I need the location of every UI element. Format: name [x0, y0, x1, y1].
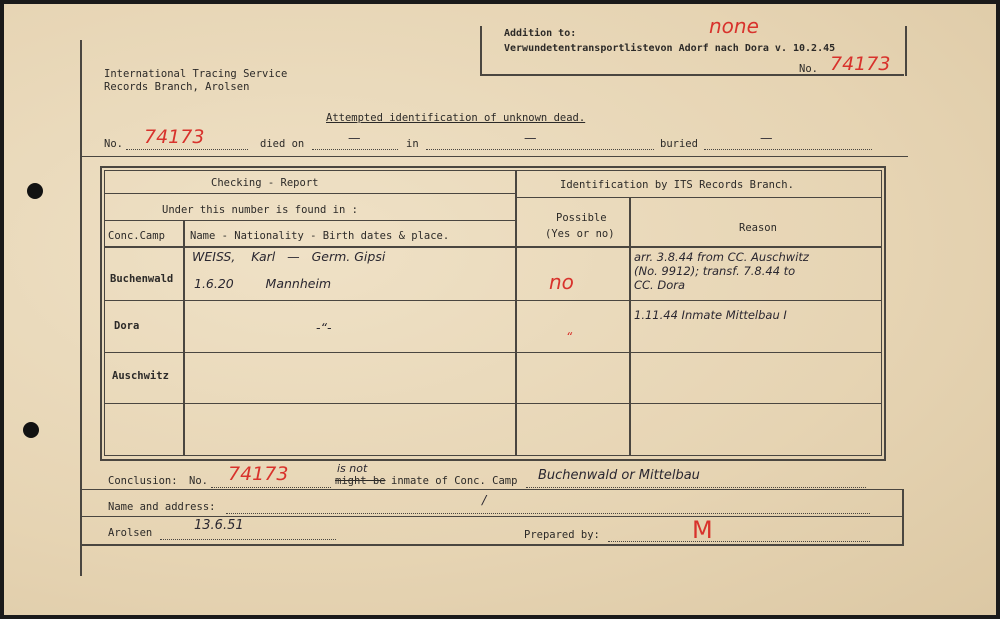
row2-name: -“- — [316, 320, 332, 335]
table-inner-right — [881, 170, 882, 455]
table-main-divider — [515, 170, 517, 455]
row3-camp: Auschwitz — [112, 370, 169, 382]
table-line-ident — [515, 197, 882, 198]
buried-label: buried — [660, 138, 698, 150]
row2-camp: Dora — [114, 320, 140, 332]
name-address-label: Name and address: — [108, 501, 216, 513]
index-card — [4, 4, 996, 615]
table-line-row1 — [104, 300, 882, 301]
row2-possible: “ — [566, 330, 573, 344]
identity-no-dots — [126, 149, 248, 150]
office-line-2: Records Branch, Arolsen — [104, 81, 250, 93]
died-dots — [312, 149, 398, 150]
name-address-value: / — [482, 492, 487, 507]
conclusion-no-label: No. — [189, 475, 208, 487]
row1-reason-line3: CC. Dora — [634, 278, 686, 292]
bottom-separator-3 — [80, 544, 904, 546]
col-reason-header: Reason — [739, 222, 777, 234]
header-no-label: No. — [799, 63, 818, 75]
buried-dots — [704, 149, 872, 150]
table-reason-divider — [629, 197, 631, 455]
col-possible-header-2: (Yes or no) — [545, 228, 615, 240]
header-box-right-border — [905, 26, 907, 76]
conclusion-inmate-text: inmate of Conc. Camp — [391, 475, 518, 487]
col-camp-header: Conc.Camp — [108, 230, 165, 242]
in-dots — [426, 149, 654, 150]
identity-no-label: No. — [104, 138, 123, 150]
row1-reason-line2: (No. 9912); transf. 7.8.44 to — [634, 264, 796, 278]
header-box-left-border — [480, 26, 482, 74]
conclusion-no-value: 74173 — [228, 463, 289, 485]
table-line-row3 — [104, 403, 882, 404]
red-annotation: none — [709, 14, 759, 38]
table-inner-bottom — [104, 455, 882, 456]
form-title: Attempted identification of unknown dead. — [326, 112, 586, 124]
place-label: Arolsen — [108, 527, 153, 539]
punch-hole-top — [27, 183, 43, 199]
col-possible-header-1: Possible — [556, 212, 607, 224]
identity-no-value: 74173 — [144, 126, 205, 148]
conclusion-might-be: might be — [335, 475, 386, 487]
conclusion-no-dots — [211, 487, 331, 488]
table-inner-top — [104, 170, 882, 171]
table-line-row2 — [104, 352, 882, 353]
punch-hole-bottom — [23, 422, 39, 438]
place-dots — [160, 539, 336, 540]
header-no-value: 74173 — [830, 53, 891, 75]
table-left-border — [100, 166, 102, 461]
table-top-border — [100, 166, 886, 168]
addition-label: Addition to: — [504, 28, 577, 39]
name-address-dots — [226, 513, 870, 514]
conclusion-camp-value: Buchenwald or Mittelbau — [538, 468, 700, 483]
table-right-border — [884, 166, 886, 461]
row2-reason: 1.11.44 Inmate Mittelbau I — [634, 308, 787, 322]
bottom-block-right-border — [902, 489, 904, 545]
buried-value: — — [760, 130, 773, 145]
separator-line — [80, 156, 908, 157]
identification-header: Identification by ITS Records Branch. — [560, 179, 794, 191]
row1-reason-line1: arr. 3.8.44 from CC. Auschwitz — [634, 250, 809, 264]
bottom-separator-1 — [80, 489, 904, 490]
col-name-header: Name - Nationality - Birth dates & place. — [190, 230, 450, 242]
row1-name-line2: 1.6.20 Mannheim — [194, 276, 332, 291]
transport-list-title: Verwundetentransportlistevon Adorf nach Dora v. 10.2.45 — [504, 43, 836, 54]
died-value: — — [348, 130, 361, 145]
checking-header: Checking - Report — [211, 177, 319, 189]
table-bottom-border — [100, 459, 886, 461]
in-value: — — [524, 130, 537, 145]
in-label: in — [406, 138, 419, 150]
row1-name-line1: WEISS, Karl — Germ. Gipsi — [192, 249, 386, 264]
table-camp-divider — [183, 220, 185, 455]
table-inner-left — [104, 170, 105, 455]
date-value: 13.6.51 — [194, 518, 244, 533]
died-label: died on — [260, 138, 305, 150]
table-line-headers — [104, 246, 882, 248]
row1-possible: no — [549, 270, 574, 294]
prepared-label: Prepared by: — [524, 529, 600, 541]
table-line-under — [104, 220, 515, 221]
row1-camp: Buchenwald — [110, 273, 174, 285]
conclusion-camp-dots — [526, 487, 866, 488]
conclusion-is-not: is not — [337, 462, 368, 475]
conclusion-label: Conclusion: — [108, 475, 178, 487]
bottom-separator-2 — [80, 516, 904, 517]
table-line-checking — [104, 193, 515, 194]
prepared-initial: M — [692, 516, 713, 544]
prepared-dots — [608, 541, 870, 542]
under-number-label: Under this number is found in : — [162, 204, 358, 216]
office-line-1: International Tracing Service — [104, 68, 288, 80]
left-margin-line — [80, 40, 82, 576]
